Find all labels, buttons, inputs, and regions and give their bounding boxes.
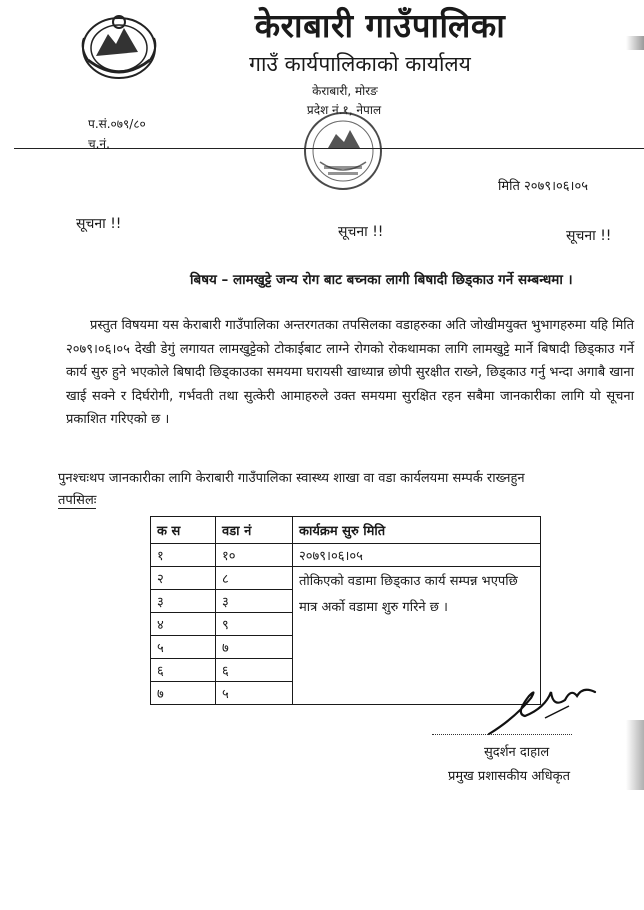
municipality-title: केराबारी गाउँपालिका (254, 6, 506, 45)
table-header-row (151, 517, 541, 544)
serial-cell: २ (151, 567, 216, 590)
header-divider (14, 148, 644, 149)
col-header-serial: क स (151, 517, 216, 544)
ward-cell: ५ (216, 682, 293, 705)
further-info: पुनश्चःथप जानकारीका लागि केराबारी गाउँपालिका स्वास्थ्य शाखा वा वडा कार्यलयमा सम्पर्क राख्नहुन (58, 471, 525, 486)
scan-edge-mark (626, 36, 644, 50)
schedule-label-text: तपसिलः (58, 493, 97, 508)
notice-body: प्रस्तुत विषयमा यस केराबारी गाउँपालिका अन्तरगतका तपसिलका वडाहरुका अति जोखीमयुक्त भुभागहरुमा यहि मिति २०७९।०६।०५ देखी डेगुं लगायत लामखुट्टेको टोकाईबाट लाग्ने रोगको रोकथामका लागि लामखुट्टे मार्ने बिषादी छिड्काउ गर्ने कार्य सुरु हुने भएकोले बिषादी छिड्काउका समयमा घरायसी खाध्यान्न छोपी सुरक्षीत राख्ने, छिड्काउ गर्नु भन्दा अगाबै खाना खाई सक्ने र दिर्घरोगी, गर्भवती तथा सुत्केरी आमाहरुले उक्त समयमा सुरक्षित रहन सबैमा जानकारीका लागि यो सूचना प्रकाशित गरिएको छ । (66, 318, 634, 427)
serial-cell: ५ (151, 636, 216, 659)
subject-line: बिषय – लामखुट्टे जन्य रोग बाट बच्नका लागी बिषादी छिड्काउ गर्ने सम्बन्धमा । (190, 272, 573, 288)
office-subtitle: गाउँ कार्यपालिकाको कार्यालय (249, 52, 471, 76)
ward-cell: ९ (216, 613, 293, 636)
address-line-2: प्रदेश नं.१, नेपाल (306, 103, 382, 117)
signature-scribble-icon (485, 678, 605, 738)
serial-cell: ६ (151, 659, 216, 682)
notice-label-center: सूचना !! (338, 224, 384, 240)
table-row (151, 567, 541, 590)
ward-cell: ६ (216, 659, 293, 682)
notice-label-right: सूचना !! (566, 228, 612, 244)
issue-date: मिति २०७९।०६।०५ (498, 179, 588, 194)
ward-cell: १० (216, 544, 293, 567)
address-line-1: केराबारी, मोरङ (312, 84, 378, 98)
scan-edge-mark (626, 720, 644, 790)
signature-line (432, 734, 572, 735)
schedule-label (58, 490, 96, 508)
col-header-start-date: कार्यक्रम सुरु मिति (293, 517, 541, 544)
dispatch-number: च.नं. (88, 137, 110, 151)
ward-cell: ८ (216, 567, 293, 590)
ward-cell: ३ (216, 590, 293, 613)
col-header-ward: वडा नं (216, 517, 293, 544)
table-row (151, 544, 541, 567)
schedule-note-cell: तोकिएको वडामा छिड्काउ कार्य सम्पन्न भएपछि मात्र अर्को वडामा शुरु गरिने छ । (293, 567, 541, 705)
nepal-emblem-icon (78, 8, 160, 80)
serial-cell: ४ (151, 613, 216, 636)
serial-cell: ३ (151, 590, 216, 613)
ward-cell: ७ (216, 636, 293, 659)
serial-cell: १ (151, 544, 216, 567)
reference-number: प.सं.०७९/८० (88, 117, 146, 131)
signer-name: सुदर्शन दाहाल (484, 745, 550, 760)
serial-cell: ७ (151, 682, 216, 705)
notice-label-left: सूचना !! (76, 216, 122, 232)
signer-designation: प्रमुख प्रशासकीय अधिकृत (448, 769, 571, 784)
schedule-table (150, 516, 541, 705)
office-stamp-icon (300, 108, 386, 194)
start-date-cell: २०७९।०६।०५ (293, 544, 541, 567)
